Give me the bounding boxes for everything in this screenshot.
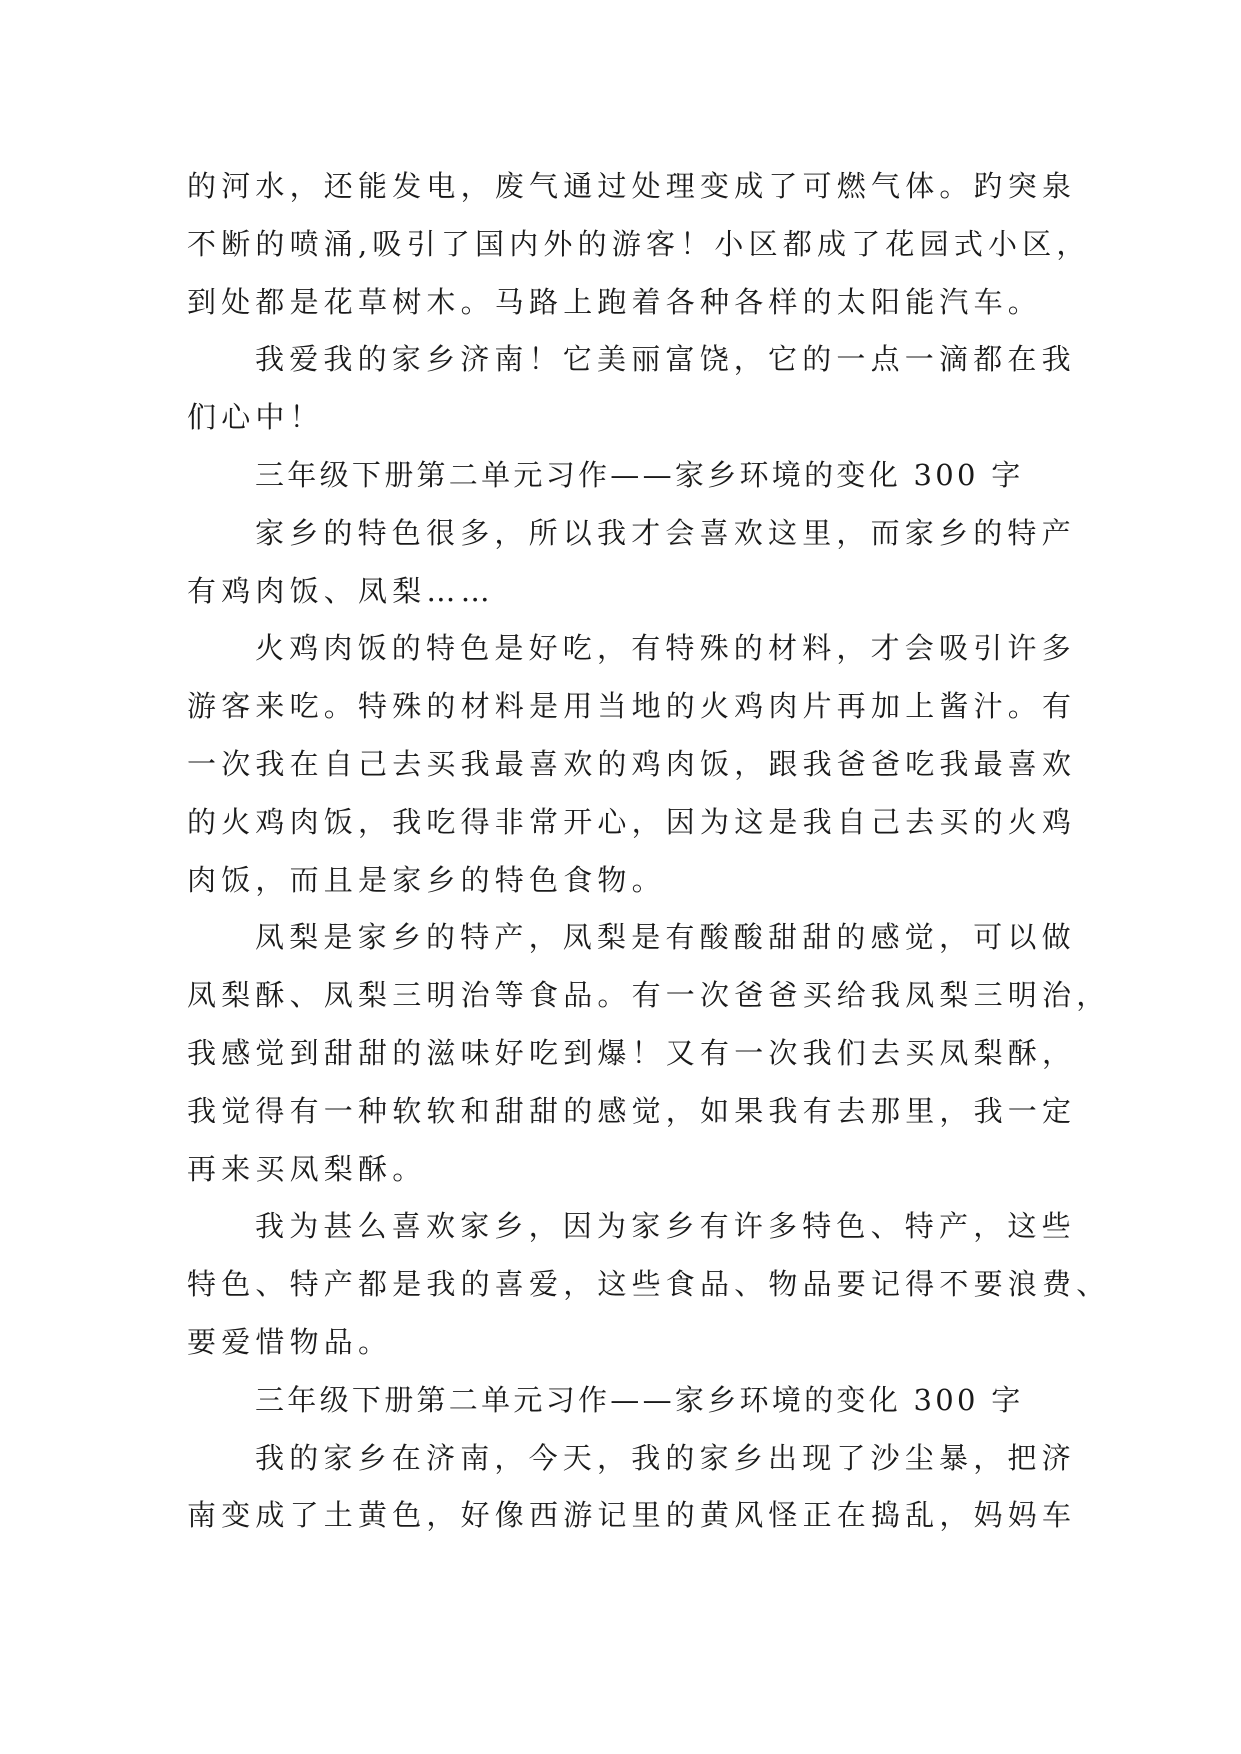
essay-title-2: 三年级下册第二单元习作——家乡环境的变化 300 字 — [255, 1382, 1024, 1417]
text-line: 家乡的特色很多，所以我才会喜欢这里，而家乡的特产 — [255, 515, 1076, 550]
paragraph-hometown-features — [187, 505, 1076, 621]
paragraph-river-energy — [187, 158, 1091, 331]
text-line: 肉饭，而且是家乡的特色食物。 — [187, 862, 666, 897]
text-line: 特色、特产都是我的喜爱，这些食品、物品要记得不要浪费、 — [187, 1267, 1111, 1302]
paragraph-turkey-rice — [187, 620, 1077, 909]
text-line: 我爱我的家乡济南！它美丽富饶，它的一点一滴都在我 — [255, 342, 1076, 377]
paragraph-sandstorm — [187, 1430, 1077, 1546]
paragraph-love-jinan — [187, 331, 1076, 447]
text-line: 有鸡肉饭、凤梨…… — [187, 573, 495, 608]
document-body — [187, 158, 1111, 1545]
text-line: 到处都是花草树木。马路上跑着各种各样的太阳能汽车。 — [187, 284, 1043, 319]
text-line: 的火鸡肉饭，我吃得非常开心，因为这是我自己去买的火鸡 — [187, 804, 1077, 839]
paragraph-pineapple — [187, 909, 1111, 1198]
text-line: 的河水，还能发电，废气通过处理变成了可燃气体。趵突泉 — [187, 169, 1077, 203]
text-line: 凤梨酥、凤梨三明治等食品。有一次爸爸买给我凤梨三明治， — [187, 978, 1111, 1013]
text-line: 我为甚么喜欢家乡，因为家乡有许多特色、特产，这些 — [255, 1209, 1076, 1244]
text-line: 要爱惜物品。 — [187, 1324, 393, 1359]
text-line: 我感觉到甜甜的滋味好吃到爆！又有一次我们去买凤梨酥， — [187, 1035, 1077, 1070]
text-line: 们心中！ — [187, 400, 324, 435]
text-line: 一次我在自己去买我最喜欢的鸡肉饭，跟我爸爸吃我最喜欢 — [187, 746, 1077, 781]
text-line: 我的家乡在济南，今天，我的家乡出现了沙尘暴，把济 — [255, 1440, 1076, 1475]
text-line: 再来买凤梨酥。 — [187, 1151, 427, 1186]
essay-title-1: 三年级下册第二单元习作——家乡环境的变化 300 字 — [255, 457, 1024, 492]
paragraph-why-love-hometown — [187, 1198, 1111, 1371]
text-line: 火鸡肉饭的特色是好吃，有特殊的材料，才会吸引许多 — [255, 631, 1076, 666]
text-line: 我觉得有一种软软和甜甜的感觉，如果我有去那里，我一定 — [187, 1093, 1077, 1128]
text-line: 南变成了土黄色，好像西游记里的黄风怪正在捣乱，妈妈车 — [187, 1498, 1077, 1533]
text-line: 凤梨是家乡的特产，凤梨是有酸酸甜甜的感觉，可以做 — [255, 920, 1076, 955]
text-line: 游客来吃。特殊的材料是用当地的火鸡肉片再加上酱汁。有 — [187, 689, 1077, 724]
text-line: 不断的喷涌,吸引了国内外的游客！小区都成了花园式小区， — [187, 226, 1091, 261]
